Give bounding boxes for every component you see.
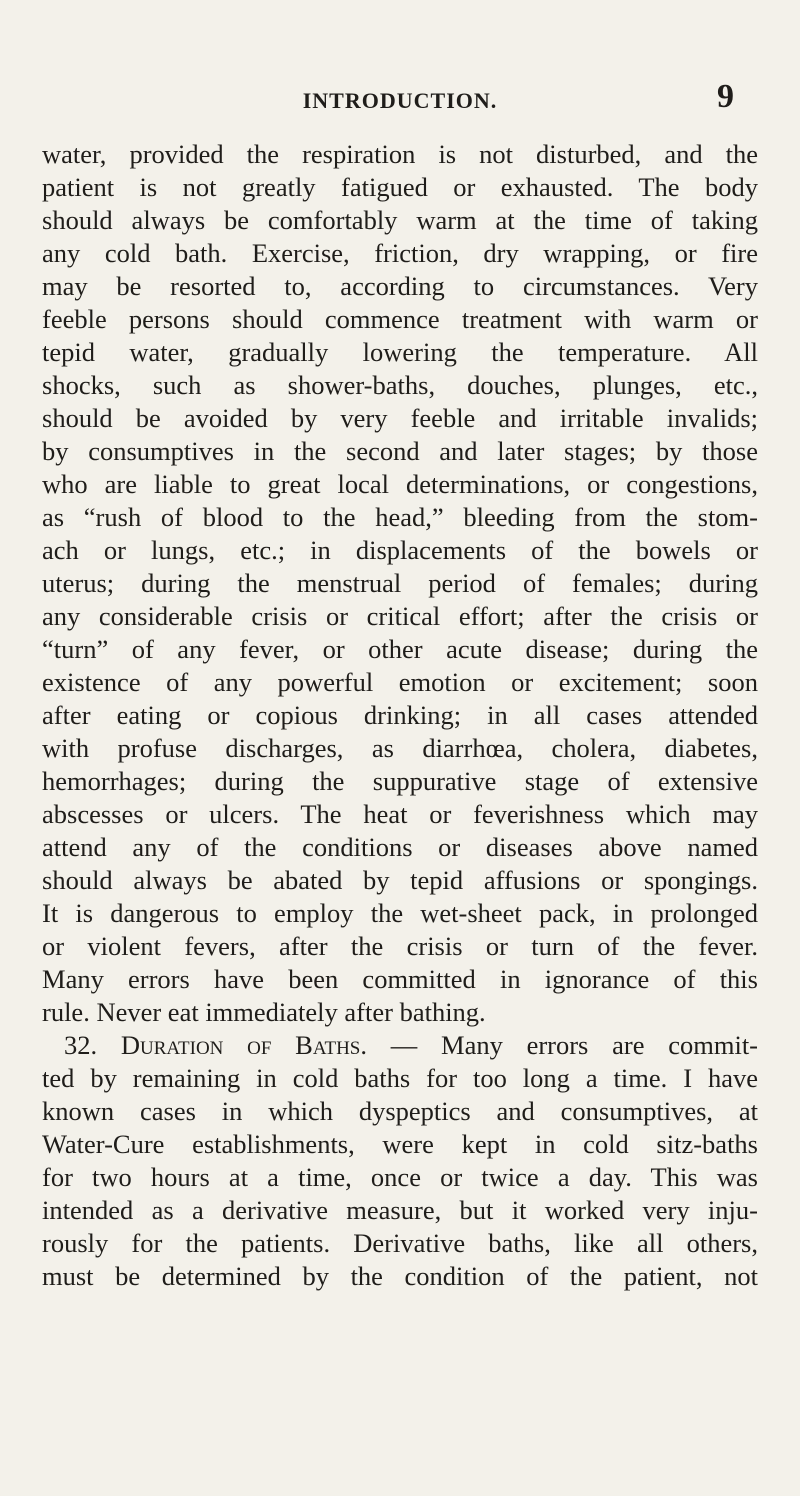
- text-line: should always be comfortably warm at the time of taking: [42, 205, 758, 235]
- text-line: may be resorted to, according to circumstances. Very: [42, 271, 758, 301]
- body-text: [42, 138, 758, 1293]
- text-line: with profuse discharges, as diarrhœa, cholera, diabetes,: [42, 733, 758, 763]
- text-line: patient is not greatly fatigued or exhausted. The body: [42, 172, 758, 202]
- text-line: tepid water, gradually lowering the temperature. All: [42, 337, 758, 367]
- page-number: 9: [717, 78, 734, 115]
- text-line: Water-Cure establishments, were kept in cold sitz-baths: [42, 1129, 758, 1159]
- text-line: by consumptives in the second and later stages; by those: [42, 436, 758, 466]
- text-line: for two hours at a time, once or twice a day. This was: [42, 1162, 758, 1192]
- text-line: as “rush of blood to the head,” bleeding from the stom-: [42, 502, 758, 532]
- text-line: intended as a derivative measure, but it worked very inju-: [42, 1195, 758, 1225]
- text-line: known cases in which dyspeptics and consumptives, at: [42, 1096, 758, 1126]
- text-line: water, provided the respiration is not disturbed, and the: [42, 139, 758, 169]
- text-line: shocks, such as shower-baths, douches, plunges, etc.,: [42, 370, 758, 400]
- text-line: abscesses or ulcers. The heat or feverishness which may: [42, 799, 758, 829]
- text-line: or violent fevers, after the crisis or turn of the fever.: [42, 931, 758, 961]
- text-line: “turn” of any fever, or other acute disease; during the: [42, 634, 758, 664]
- text-line: uterus; during the menstrual period of females; during: [42, 568, 758, 598]
- text-line: any cold bath. Exercise, friction, dry wrapping, or fire: [42, 238, 758, 268]
- text-line: should always be abated by tepid affusions or spongings.: [42, 865, 758, 895]
- text-line: existence of any powerful emotion or excitement; soon: [42, 667, 758, 697]
- text-line: It is dangerous to employ the wet-sheet pack, in prolonged: [42, 898, 758, 928]
- text-line: rule. Never eat immediately after bathing.: [42, 997, 486, 1027]
- running-title: INTRODUCTION.: [302, 88, 498, 113]
- section-paragraph: [42, 1062, 758, 1293]
- text-line: hemorrhages; during the suppurative stage of extensive: [42, 766, 758, 796]
- section-first-line-text: Many errors are commit-: [441, 1030, 759, 1060]
- text-line: ach or lungs, etc.; in displacements of the bowels or: [42, 535, 758, 565]
- text-line: Many errors have been committed in ignorance of this: [42, 964, 758, 994]
- text-line: ted by remaining in cold baths for too long a time. I have: [42, 1063, 758, 1093]
- text-line: attend any of the conditions or diseases above named: [42, 832, 758, 862]
- section-first-line: [42, 1029, 758, 1062]
- section-dash: —: [367, 1030, 441, 1060]
- section-number: 32.: [64, 1030, 98, 1060]
- text-line: feeble persons should commence treatment with warm or: [42, 304, 758, 334]
- text-line: after eating or copious drinking; in all cases attended: [42, 700, 758, 730]
- text-line: must be determined by the condition of the patient, not: [42, 1261, 758, 1291]
- text-line: who are liable to great local determinations, or congestions,: [42, 469, 758, 499]
- text-line: should be avoided by very feeble and irritable invalids;: [42, 403, 758, 433]
- running-head: [0, 78, 800, 118]
- text-line: any considerable crisis or critical effort; after the crisis or: [42, 601, 758, 631]
- text-line: rously for the patients. Derivative baths, like all others,: [42, 1228, 758, 1258]
- section-heading: Duration of Baths.: [120, 1030, 367, 1060]
- paragraph-continued: [42, 138, 758, 1029]
